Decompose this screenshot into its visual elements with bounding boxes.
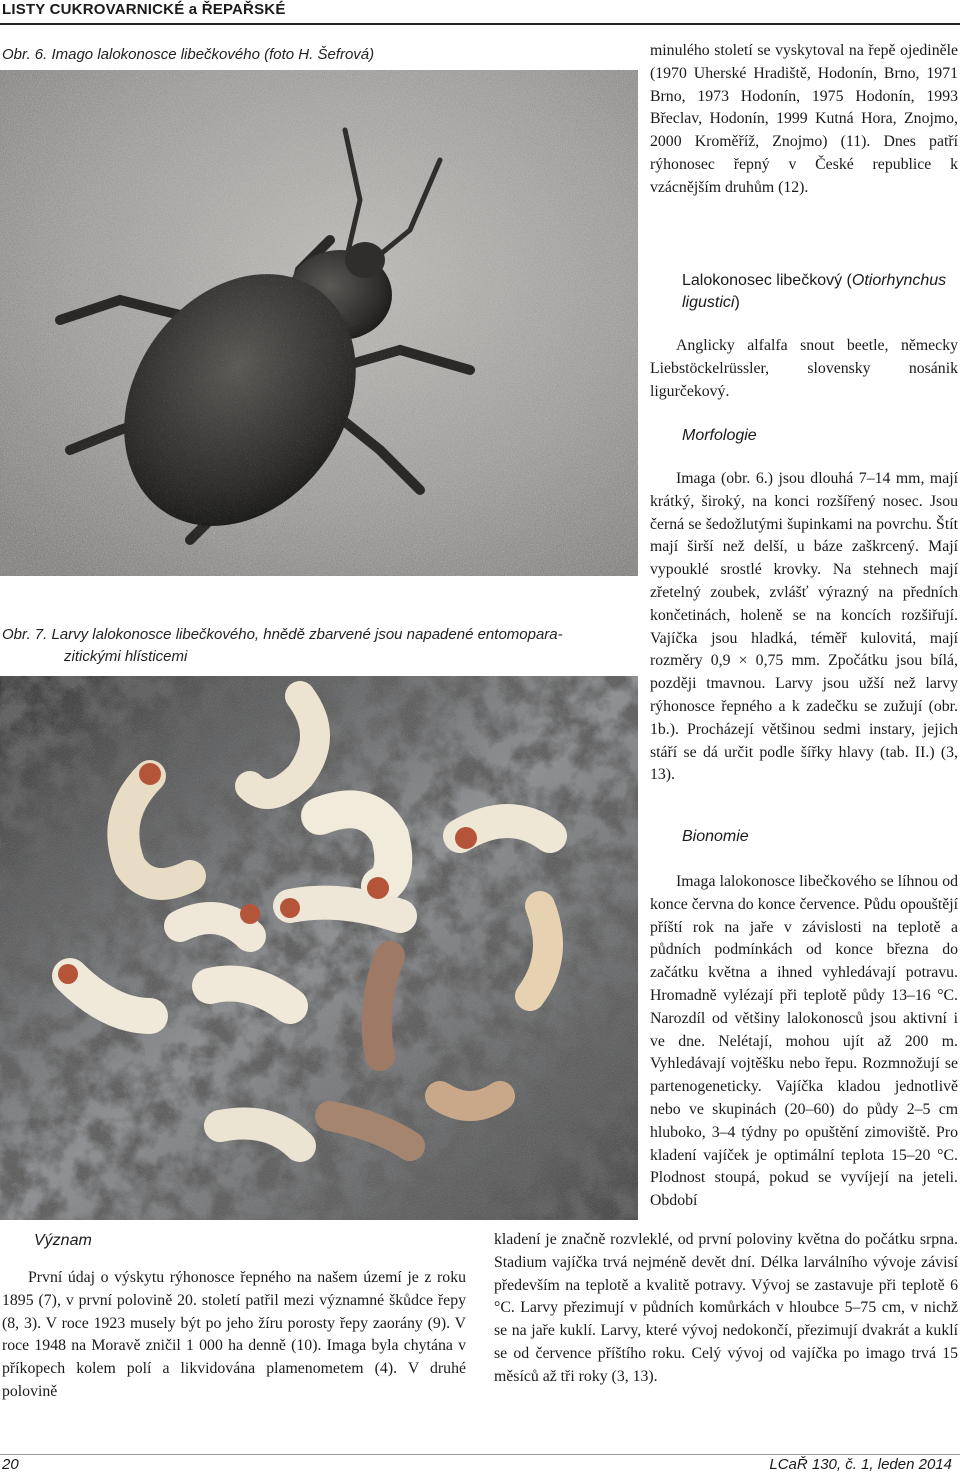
species-heading-post: ) — [734, 294, 740, 311]
larvae-photo — [0, 676, 638, 1220]
header-rule — [0, 23, 960, 25]
page-footer — [0, 1454, 960, 1476]
vyznam-paragraph: První údaj o výskytu rýhonosce řepného na našem území je z roku 1895 (7), v první polovině 20. století patřil mezi významné škůdce řepy (8, 3). V roce 1923 musely být po jeho žíru porosty řepy zaorány (9). V roce 1948 na Moravě zničil 1 000 ha denně (10). Imaga byla chytána v příkopech kolem polí a likvidována plamenometem (4). V druhé polovině — [2, 1269, 466, 1400]
journal-title: LISTY CUKROVARNICKÉ a ŘEPAŘSKÉ — [2, 1, 286, 18]
footer-rule — [0, 1454, 960, 1455]
bionomie-paragraph-part-2: kladení je značně rozvleklé, od první poloviny května do počátku srpna. Stadium vajíčka trvá nejméně devět dní. Délka larválního vývoje závisí především na teplotě a kvalitě potravy. Vývoj se zastavuje při teplotě 6 °C. Larvy přezimují v půdních komůrkách v hloubce 5–75 cm, v nichž se na jaře kuklí. Larvy, které vývoj nedokončí, přezimují dvakrát a kuklí se od července příštího roku. Celý vývoj od vajíčka po imago trvá 15 měsíců až tři roky (3, 13). — [494, 1231, 958, 1385]
species-heading-latin: Otiorhynchus ligustici — [682, 272, 947, 311]
morfologie-paragraph: Imaga (obr. 6.) jsou dlouhá 7–14 mm, mají krátký, široký, na konci rozšířený nosec. Jsou černá se šedožlutými šupinkami na povrchu. Štít mají širší než delší, u báze zaškrcený. Mají vypouklé srostlé krovky. Na stehnech mají zřetelný zoubek, zvlášť výrazný na předních končetinách, holeně se na koncích rozšiřují. Vajíčka jsou hladká, téměř kulovitá, mají rozměry 0,9 × 0,75 mm. Zpočátku jsou bílá, později tmavnou. Larvy jsou užší než larvy rýhonosce řepného a k zadečku se zužují (obr. 1b.). Procházejí většinou sedmi instary, jejich stáří se dá určit podle šířky hlavy (tab. II.) (3, 13). — [650, 470, 958, 784]
larvae-illustration — [0, 676, 638, 1220]
figure-7-caption-line-1: Obr. 7. Larvy lalokonosce libečkového, hnědě zbarvené jsou napadené entomopara- — [2, 626, 563, 643]
names-paragraph: Anglicky alfalfa snout beetle, německy Liebstöckelrüssler, slovensky nosánik ligurčekový. — [650, 337, 958, 400]
beetle-photo — [0, 70, 638, 576]
page-number: 20 — [2, 1456, 19, 1473]
figure-6-caption: Obr. 6. Imago lalokonosce libečkového (foto H. Šefrová) — [2, 46, 375, 63]
species-heading-pre: Lalokonosec libečkový ( — [682, 272, 852, 289]
intro-paragraph: minulého století se vyskytoval na řepě ojediněle (1970 Uherské Hradiště, Hodonín, Brno, 1971 Brno, 1973 Hodonín, 1975 Hodonín, 1993 Břeclav, Hodonín, 1999 Kutná Hora, Znojmo, 2000 Kroměříž, Znojmo) (11). Dnes patří rýhonosec řepný v České republice k vzácnějším druhům (12). — [650, 42, 958, 196]
journal-reference: LCaŘ 130, č. 1, leden 2014 — [769, 1456, 952, 1473]
bionomie-heading: Bionomie — [682, 828, 749, 845]
species-heading — [682, 270, 958, 314]
figure-7-caption-line-2: zitickými hlísticemi — [64, 648, 188, 665]
vyznam-heading: Význam — [34, 1232, 92, 1249]
morfologie-heading: Morfologie — [682, 427, 757, 444]
bionomie-paragraph-part-1: Imaga lalokonosce libečkového se líhnou od konce června do konce července. Půdu opouštějí příští rok na jaře v závislosti na teplotě a půdních podmínkách od konce března do začátku května a ihned vyhledávají potravu. Hromadně vylézají při teplotě půdy 13–16 °C. Narozdíl od většiny lalokonosců jsou aktivní i ve dne. Nelétají, mohou ujít až 200 m. Vyhledávají vojtěšku nebo řepu. Rozmnožují se partenogeneticky. Vajíčka kladou jednotlivě nebo ve skupinách (20–60) do půdy 2–5 cm hluboko, 3–4 týdny po opuštění zimoviště. Pro kladení vajíček je optimální teplota 15–20 °C. Plodnost stoupá, pokud se vyvíjejí na jeteli. Období — [650, 873, 958, 1210]
figure-7-caption — [2, 624, 642, 668]
page-header — [0, 0, 960, 22]
beetle-illustration — [0, 70, 638, 576]
